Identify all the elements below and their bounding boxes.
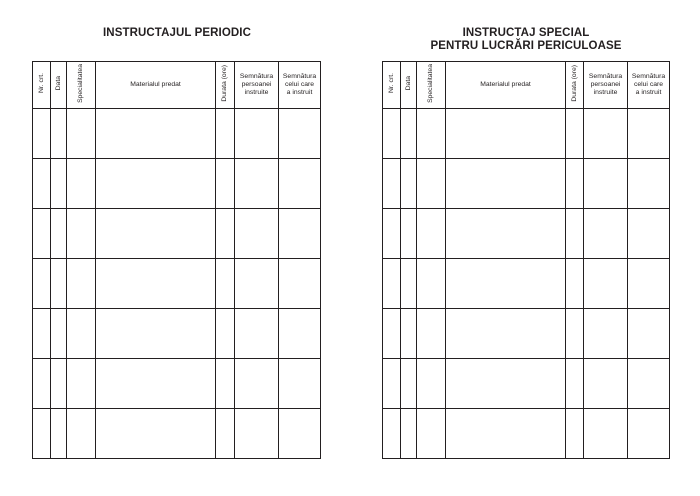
right-form-title-line-1: INSTRUCTAJ SPECIAL <box>462 27 590 39</box>
cell-data[interactable] <box>401 209 417 259</box>
cell-semnatura-instructor[interactable] <box>628 259 670 309</box>
cell-data[interactable] <box>401 109 417 159</box>
header-nr-crt <box>383 62 401 109</box>
cell-semnatura-instructor[interactable] <box>628 359 670 409</box>
cell-durata[interactable] <box>216 409 235 459</box>
cell-nr-crt[interactable] <box>33 309 51 359</box>
cell-materialul-predat[interactable] <box>446 309 566 359</box>
right-form-title-line-2: PENTRU LUCRĂRI PERICULOASE <box>430 40 622 52</box>
cell-specialitatea[interactable] <box>67 309 96 359</box>
header-data <box>401 62 417 109</box>
cell-nr-crt[interactable] <box>33 109 51 159</box>
cell-durata[interactable] <box>216 259 235 309</box>
cell-semnatura-instruit[interactable] <box>235 409 279 459</box>
cell-nr-crt[interactable] <box>33 359 51 409</box>
cell-semnatura-instructor[interactable] <box>279 309 321 359</box>
cell-data[interactable] <box>51 359 67 409</box>
table-body <box>383 109 670 459</box>
cell-semnatura-instruit[interactable] <box>584 259 628 309</box>
cell-durata[interactable] <box>566 309 584 359</box>
header-nr-crt-label: Nr. crt. <box>387 73 395 94</box>
table-row <box>383 409 670 459</box>
header-row <box>33 62 321 109</box>
table-row <box>33 109 321 159</box>
cell-specialitatea[interactable] <box>417 109 446 159</box>
cell-materialul-predat[interactable] <box>446 259 566 309</box>
cell-durata[interactable] <box>216 309 235 359</box>
cell-specialitatea[interactable] <box>417 259 446 309</box>
cell-data[interactable] <box>51 159 67 209</box>
cell-nr-crt[interactable] <box>33 159 51 209</box>
header-specialitatea-label: Specialitatea <box>427 64 434 103</box>
table-row <box>33 159 321 209</box>
cell-semnatura-instruit[interactable] <box>584 109 628 159</box>
table-row <box>383 159 670 209</box>
cell-materialul-predat[interactable] <box>446 209 566 259</box>
cell-semnatura-instruit[interactable] <box>584 309 628 359</box>
header-semnatura-instruit-line: instruite <box>593 89 618 96</box>
table-row <box>383 309 670 359</box>
header-durata-label: Durata (ore) <box>570 65 578 102</box>
cell-semnatura-instructor[interactable] <box>279 409 321 459</box>
cell-semnatura-instruit[interactable] <box>235 359 279 409</box>
cell-nr-crt[interactable] <box>33 209 51 259</box>
header-semnatura-instruit-line: Semnătura <box>588 73 623 80</box>
cell-data[interactable] <box>51 409 67 459</box>
header-durata <box>216 62 235 109</box>
cell-semnatura-instructor[interactable] <box>279 209 321 259</box>
table-row <box>383 109 670 159</box>
cell-specialitatea[interactable] <box>67 409 96 459</box>
cell-specialitatea[interactable] <box>417 409 446 459</box>
cell-semnatura-instruit[interactable] <box>235 259 279 309</box>
cell-materialul-predat[interactable] <box>96 159 216 209</box>
cell-durata[interactable] <box>216 359 235 409</box>
table-row <box>33 209 321 259</box>
cell-data[interactable] <box>51 259 67 309</box>
cell-semnatura-instructor[interactable] <box>279 359 321 409</box>
cell-semnatura-instruit[interactable] <box>235 159 279 209</box>
table-row <box>33 309 321 359</box>
cell-specialitatea[interactable] <box>67 259 96 309</box>
header-semnatura-instruit <box>584 62 628 109</box>
cell-materialul-predat[interactable] <box>96 109 216 159</box>
table-row <box>383 259 670 309</box>
cell-materialul-predat[interactable] <box>446 109 566 159</box>
cell-semnatura-instruit[interactable] <box>235 209 279 259</box>
table-row <box>383 359 670 409</box>
header-semnatura-instruit-line: instruite <box>244 89 269 96</box>
cell-data[interactable] <box>401 159 417 209</box>
cell-semnatura-instruit[interactable] <box>584 359 628 409</box>
cell-data[interactable] <box>401 259 417 309</box>
header-semnatura-instructor <box>628 62 670 109</box>
left-form-title <box>32 27 322 40</box>
cell-durata[interactable] <box>216 209 235 259</box>
cell-nr-crt[interactable] <box>383 109 401 159</box>
cell-data[interactable] <box>51 109 67 159</box>
cell-specialitatea[interactable] <box>67 109 96 159</box>
cell-materialul-predat[interactable] <box>96 309 216 359</box>
header-specialitatea <box>417 62 446 109</box>
cell-nr-crt[interactable] <box>383 259 401 309</box>
cell-semnatura-instruit[interactable] <box>584 159 628 209</box>
cell-nr-crt[interactable] <box>383 159 401 209</box>
cell-semnatura-instructor[interactable] <box>628 109 670 159</box>
cell-materialul-predat[interactable] <box>446 159 566 209</box>
cell-durata[interactable] <box>566 159 584 209</box>
header-materialul-predat-label: Materialul predat <box>480 81 531 88</box>
header-data-label: Data <box>54 76 62 91</box>
header-semnatura-instructor-line: Semnătura <box>631 73 666 80</box>
cell-durata[interactable] <box>566 109 584 159</box>
header-semnatura-instructor-line: Semnătura <box>282 73 317 80</box>
cell-materialul-predat[interactable] <box>96 259 216 309</box>
cell-data[interactable] <box>401 409 417 459</box>
cell-materialul-predat[interactable] <box>96 409 216 459</box>
right-instruction-table <box>382 61 670 459</box>
cell-materialul-predat[interactable] <box>96 209 216 259</box>
cell-specialitatea[interactable] <box>67 209 96 259</box>
header-semnatura-instructor-line: celui care <box>633 81 664 88</box>
table-body <box>33 109 321 459</box>
header-nr-crt-label: Nr. crt. <box>37 73 45 94</box>
left-instruction-table <box>32 61 321 459</box>
cell-nr-crt[interactable] <box>383 209 401 259</box>
cell-semnatura-instructor[interactable] <box>628 159 670 209</box>
table-row <box>383 209 670 259</box>
cell-nr-crt[interactable] <box>383 309 401 359</box>
cell-semnatura-instructor[interactable] <box>279 159 321 209</box>
cell-specialitatea[interactable] <box>417 209 446 259</box>
header-semnatura-instruit-line: Semnătura <box>239 73 274 80</box>
header-durata-label: Durata (ore) <box>221 65 228 102</box>
header-semnatura-instructor-line: celui care <box>284 81 315 88</box>
cell-semnatura-instructor[interactable] <box>628 309 670 359</box>
cell-specialitatea[interactable] <box>67 159 96 209</box>
cell-data[interactable] <box>401 359 417 409</box>
cell-durata[interactable] <box>566 209 584 259</box>
cell-data[interactable] <box>51 209 67 259</box>
header-specialitatea-label: Specialitatea <box>77 64 84 103</box>
cell-materialul-predat[interactable] <box>446 359 566 409</box>
cell-specialitatea[interactable] <box>417 359 446 409</box>
cell-durata[interactable] <box>566 409 584 459</box>
right-form-title <box>382 27 670 53</box>
header-materialul-predat-label: Materialul predat <box>130 81 181 88</box>
cell-durata[interactable] <box>566 259 584 309</box>
cell-nr-crt[interactable] <box>33 409 51 459</box>
cell-nr-crt[interactable] <box>383 359 401 409</box>
header-semnatura-instruit-line: persoanei <box>590 81 621 88</box>
header-row <box>383 62 670 109</box>
header-semnatura-instructor-line: a instruit <box>635 89 662 96</box>
header-specialitatea <box>67 62 96 109</box>
header-data-label: Data <box>404 76 412 91</box>
cell-nr-crt[interactable] <box>33 259 51 309</box>
cell-semnatura-instruit[interactable] <box>584 409 628 459</box>
left-form-title-text: INSTRUCTAJUL PERIODIC <box>103 27 251 39</box>
cell-semnatura-instructor[interactable] <box>628 209 670 259</box>
header-materialul-predat <box>446 62 566 109</box>
header-durata <box>566 62 584 109</box>
header-materialul-predat <box>96 62 216 109</box>
header-semnatura-instructor-line: a instruit <box>286 89 313 96</box>
cell-specialitatea[interactable] <box>417 159 446 209</box>
table-row <box>33 409 321 459</box>
header-nr-crt <box>33 62 51 109</box>
cell-durata[interactable] <box>566 359 584 409</box>
cell-semnatura-instructor[interactable] <box>628 409 670 459</box>
cell-materialul-predat[interactable] <box>96 359 216 409</box>
cell-materialul-predat[interactable] <box>446 409 566 459</box>
header-semnatura-instructor <box>279 62 321 109</box>
table-row <box>33 259 321 309</box>
cell-semnatura-instructor[interactable] <box>279 109 321 159</box>
cell-semnatura-instruit[interactable] <box>584 209 628 259</box>
cell-specialitatea[interactable] <box>67 359 96 409</box>
header-data <box>51 62 67 109</box>
header-semnatura-instruit-line: persoanei <box>241 81 272 88</box>
cell-semnatura-instructor[interactable] <box>279 259 321 309</box>
cell-semnatura-instruit[interactable] <box>235 309 279 359</box>
table-row <box>33 359 321 409</box>
cell-data[interactable] <box>401 309 417 359</box>
header-semnatura-instruit <box>235 62 279 109</box>
cell-semnatura-instruit[interactable] <box>235 109 279 159</box>
cell-durata[interactable] <box>216 159 235 209</box>
cell-nr-crt[interactable] <box>383 409 401 459</box>
cell-durata[interactable] <box>216 109 235 159</box>
cell-specialitatea[interactable] <box>417 309 446 359</box>
cell-data[interactable] <box>51 309 67 359</box>
